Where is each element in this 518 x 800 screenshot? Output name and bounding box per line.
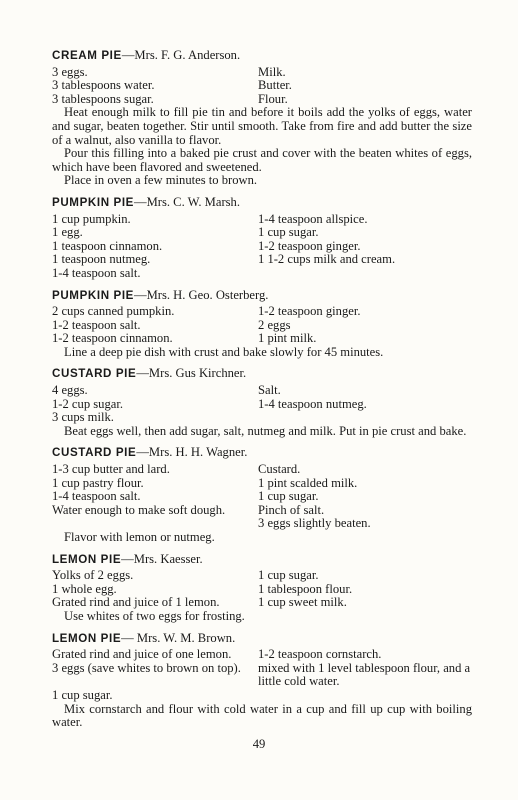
ingredient-list — [52, 66, 472, 107]
recipe-title — [52, 196, 472, 210]
ingredient-right: 1-4 teaspoon nutmeg. — [258, 396, 367, 411]
ingredient-right: 1-4 teaspoon allspice. — [258, 211, 368, 226]
ingredient-right: Milk. — [258, 64, 286, 79]
ingredient-left: 1-3 cup butter and lard. — [52, 462, 170, 477]
recipe-block — [52, 49, 472, 188]
ingredient-list — [52, 213, 472, 281]
recipe-author: —Mrs. H. H. Wagner. — [136, 445, 248, 460]
ingredient-left: 1 egg. — [52, 225, 83, 240]
recipe-block — [52, 196, 472, 281]
recipe-list — [52, 49, 472, 730]
recipe-title — [52, 49, 472, 63]
recipe-author: — Mrs. W. M. Brown. — [121, 630, 236, 645]
ingredient-left: 3 cups milk. — [52, 410, 114, 425]
ingredient-left: 1 cup sugar. — [52, 687, 113, 702]
recipe-author: —Mrs. Gus Kirchner. — [136, 366, 247, 381]
recipe-title — [52, 553, 472, 567]
recipe-author: —Mrs. H. Geo. Osterberg. — [133, 287, 269, 302]
ingredient-right: 1 tablespoon flour. — [258, 581, 353, 596]
recipe-name: PUMPKIN PIE — [52, 288, 134, 302]
recipe-name: CREAM PIE — [52, 49, 122, 62]
recipe-name: CUSTARD PIE — [52, 367, 137, 381]
instruction-paragraph: Mix cornstarch and flour with cold water in a cup and fill up cup with boiling water. — [52, 701, 472, 730]
ingredient-list — [52, 569, 472, 610]
recipe-author: —Mrs. Kaesser. — [121, 551, 203, 566]
ingredient-right: 1-2 teaspoon cornstarch. — [258, 647, 382, 662]
instruction-paragraph: Flavor with lemon or nutmeg. — [64, 530, 215, 544]
ingredient-left: 3 eggs (save whites to brown on top). — [52, 660, 241, 675]
ingredient-right: Flour. — [258, 91, 288, 106]
ingredient-right: mixed with 1 level tablespoon flour, and a little cold water. — [258, 660, 474, 689]
ingredient-left: Yolks of 2 eggs. — [52, 568, 134, 583]
ingredient-left: 2 cups canned pumpkin. — [52, 304, 175, 319]
ingredient-right: 1 pint scalded milk. — [258, 475, 358, 490]
recipe-title — [52, 289, 472, 303]
instruction-paragraph: Line a deep pie dish with crust and bake slowly for 45 minutes. — [64, 344, 384, 359]
ingredient-right: Custard. — [258, 462, 301, 477]
ingredient-left: Grated rind and juice of 1 lemon. — [52, 595, 220, 610]
recipe-title — [52, 367, 472, 381]
ingredient-right: 1 cup sugar. — [258, 489, 319, 504]
recipe-block — [52, 446, 472, 544]
ingredient-right: Salt. — [258, 383, 281, 398]
ingredient-right — [258, 267, 472, 281]
recipe-name: PUMPKIN PIE — [52, 195, 134, 209]
ingredient-right — [258, 689, 472, 703]
ingredient-left: 1-2 teaspoon cinnamon. — [52, 331, 173, 346]
ingredient-list — [52, 463, 472, 531]
ingredient-left: 1 teaspoon cinnamon. — [52, 238, 163, 253]
ingredient-right: 1-2 teaspoon ginger. — [258, 238, 361, 253]
instruction-paragraph: Pour this filling into a baked pie crust and cover with the beaten whites of eggs, which have been flavored and sweetened. — [52, 146, 472, 174]
ingredient-left: 1-4 teaspoon salt. — [52, 489, 141, 504]
ingredient-left: 1 whole egg. — [52, 581, 117, 596]
ingredient-left: 1-2 teaspoon salt. — [52, 317, 141, 332]
ingredient-left: 3 tablespoons water. — [52, 78, 155, 93]
ingredient-right: Butter. — [258, 78, 292, 93]
ingredient-left: Grated rind and juice of one lemon. — [52, 647, 232, 662]
instruction-paragraph: Use whites of two eggs for frosting. — [64, 608, 245, 623]
ingredient-left: 1 teaspoon nutmeg. — [52, 252, 151, 267]
recipe-name: LEMON PIE — [52, 631, 122, 645]
instruction-paragraph: Place in oven a few minutes to brown. — [64, 173, 258, 188]
recipe-name: LEMON PIE — [52, 552, 122, 566]
recipe-block — [52, 367, 472, 438]
ingredient-right: 1 cup sugar. — [258, 225, 319, 240]
ingredient-left: 3 eggs. — [52, 64, 88, 79]
ingredient-right: 2 eggs — [258, 317, 291, 332]
page-number: 49 — [252, 737, 266, 751]
ingredient-right: 1 cup sugar. — [258, 568, 319, 583]
ingredient-right: Pinch of salt. — [258, 502, 325, 517]
ingredient-right: 1 1-2 cups milk and cream. — [258, 252, 396, 267]
recipe-block — [52, 553, 472, 624]
ingredient-left: 3 tablespoons sugar. — [52, 91, 154, 106]
recipe-author: —Mrs. C. W. Marsh. — [133, 194, 240, 209]
ingredient-right — [258, 411, 472, 425]
recipe-block — [52, 632, 472, 730]
ingredient-list — [52, 384, 472, 425]
instruction-paragraph: Beat eggs well, then add sugar, salt, nutmeg and milk. Put in pie crust and bake. — [64, 423, 467, 438]
ingredient-right: 1 pint milk. — [258, 331, 317, 346]
recipe-title — [52, 446, 472, 460]
ingredient-left: 1 cup pumpkin. — [52, 211, 131, 226]
recipe-name: CUSTARD PIE — [52, 446, 137, 460]
ingredient-right: 1-2 teaspoon ginger. — [258, 304, 361, 319]
ingredient-right: 1 cup sweet milk. — [258, 595, 347, 610]
ingredient-left: 1-4 teaspoon salt. — [52, 265, 141, 280]
ingredient-left: 4 eggs. — [52, 383, 88, 398]
ingredient-left: 1 cup pastry flour. — [52, 475, 144, 490]
recipe-author: —Mrs. F. G. Anderson. — [121, 48, 241, 62]
ingredient-list — [52, 648, 472, 702]
ingredient-left — [52, 517, 258, 531]
ingredient-left: 1-2 cup sugar. — [52, 396, 123, 411]
ingredient-right: 3 eggs slightly beaten. — [258, 516, 371, 531]
recipe-title — [52, 632, 472, 646]
instruction-paragraph: Heat enough milk to fill pie tin and before it boils add the yolks of eggs, water and sugar, beaten together. Stir until smooth. Take from fire and add butter the size of a walnut, also vanilla to flavor. — [52, 105, 472, 147]
ingredient-left: Water enough to make soft dough. — [52, 502, 226, 517]
ingredient-list — [52, 305, 472, 346]
recipe-block — [52, 289, 472, 360]
